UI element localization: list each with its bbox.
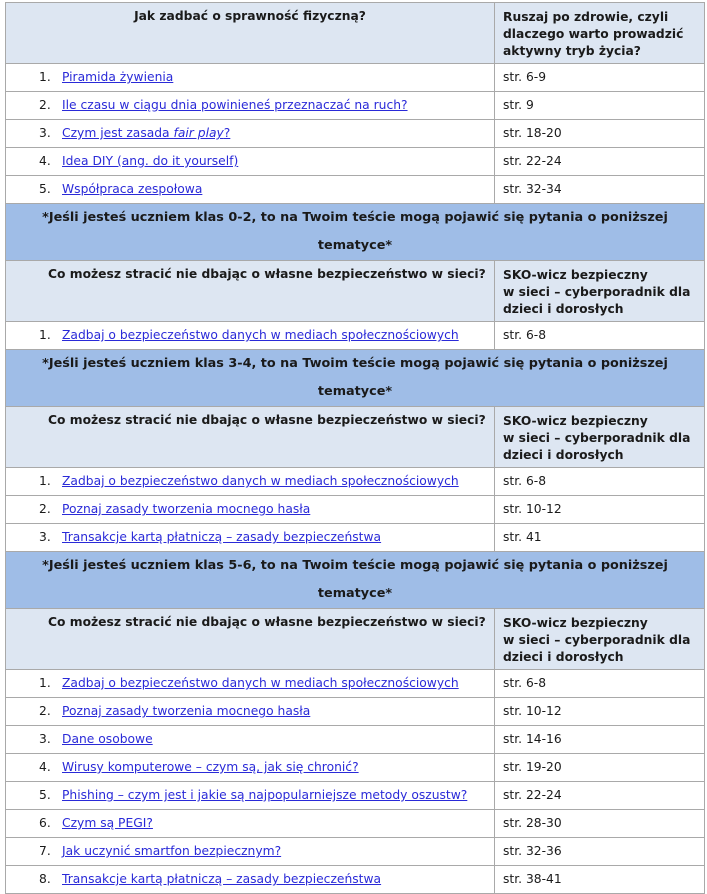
topic-link-italic-text: fair play: [173, 126, 224, 140]
item-number: 2.: [39, 704, 51, 718]
section3-question-heading: Co możesz stracić nie dbając o własne bezpieczeństwo w sieci?: [6, 407, 495, 468]
item-number: 2.: [39, 502, 51, 516]
item-number: 3.: [39, 732, 51, 746]
table-row: [6, 496, 705, 524]
item-number: 4.: [39, 760, 51, 774]
item-number: 3.: [39, 126, 51, 140]
source-line: w sieci – cyberporadnik dla: [503, 633, 691, 647]
topic-link[interactable]: [62, 154, 238, 168]
section1-header-row: [6, 3, 705, 64]
table-row: [6, 524, 705, 552]
topic-link[interactable]: Zadbaj o bezpieczeństwo danych w mediach społecznościowych: [62, 328, 459, 342]
table-row: [6, 782, 705, 810]
section4-source-heading: [495, 609, 705, 670]
page-range: str. 10-12: [495, 698, 705, 726]
source-line: dzieci i dorosłych: [503, 302, 624, 316]
grade-banner: *Jeśli jesteś uczniem klas 5-6, to na Twoim teście mogą pojawić się pytania o poniższej tematyce*: [6, 552, 705, 609]
item-number: 1.: [39, 70, 51, 84]
item-number: 4.: [39, 154, 51, 168]
page-range: str. 6-8: [495, 670, 705, 698]
section3-header-row: [6, 407, 705, 468]
section4-question-heading: Co możesz stracić nie dbając o własne bezpieczeństwo w sieci?: [6, 609, 495, 670]
section1-question-heading: Jak zadbać o sprawność fizyczną?: [6, 3, 495, 64]
topic-link-text: Ile czasu w ciągu dnia powinieneś przeznaczać na ruch?: [62, 98, 408, 112]
topic-link[interactable]: Czym są PEGI?: [62, 816, 153, 830]
item-number: 5.: [39, 182, 51, 196]
source-line: dzieci i dorosłych: [503, 650, 624, 664]
page-range: str. 22-24: [495, 148, 705, 176]
grade-banner: *Jeśli jesteś uczniem klas 3-4, to na Twoim teście mogą pojawić się pytania o poniższej tematyce*: [6, 350, 705, 407]
table-row: [6, 838, 705, 866]
topic-link[interactable]: Wirusy komputerowe – czym są, jak się chronić?: [62, 760, 359, 774]
page-range: str. 6-8: [495, 322, 705, 350]
source-line: Ruszaj po zdrowie, czyli: [503, 10, 669, 24]
item-number: 1.: [39, 474, 51, 488]
topic-link-text: Piramida żywienia: [62, 70, 174, 84]
topic-link[interactable]: [62, 182, 202, 196]
source-line: SKO-wicz bezpieczny: [503, 268, 648, 282]
topic-link[interactable]: Dane osobowe: [62, 732, 153, 746]
topic-link[interactable]: Zadbaj o bezpieczeństwo danych w mediach społecznościowych: [62, 676, 459, 690]
source-line: w sieci – cyberporadnik dla: [503, 431, 691, 445]
topic-link[interactable]: Transakcje kartą płatniczą – zasady bezpieczeństwa: [62, 530, 382, 544]
topics-table: [5, 2, 705, 894]
topic-link-text: Idea DIY (ang. do it yourself): [62, 154, 239, 168]
item-number: 3.: [39, 530, 51, 544]
item-number: 7.: [39, 844, 51, 858]
table-row: [6, 698, 705, 726]
table-row: [6, 866, 705, 894]
table-row: [6, 64, 705, 92]
table-row: [6, 670, 705, 698]
table-row: [6, 92, 705, 120]
page-range: str. 6-8: [495, 468, 705, 496]
section2-source-heading: [495, 261, 705, 322]
page-range: str. 32-34: [495, 176, 705, 204]
table-row: [6, 120, 705, 148]
topic-link[interactable]: Poznaj zasady tworzenia mocnego hasła: [62, 704, 311, 718]
section4-header-row: [6, 609, 705, 670]
source-line: SKO-wicz bezpieczny: [503, 414, 648, 428]
table-row: [6, 726, 705, 754]
topic-link-text: Współpraca zespołowa: [62, 182, 203, 196]
source-line: SKO-wicz bezpieczny: [503, 616, 648, 630]
section3-source-heading: [495, 407, 705, 468]
page-range: str. 38-41: [495, 866, 705, 894]
page-range: str. 6-9: [495, 64, 705, 92]
topic-link[interactable]: [62, 98, 408, 112]
table-row: [6, 322, 705, 350]
topic-link[interactable]: Phishing – czym jest i jakie są najpopularniejsze metody oszustw?: [62, 788, 468, 802]
item-number: 2.: [39, 98, 51, 112]
page-range: str. 22-24: [495, 782, 705, 810]
section1-source-heading: [495, 3, 705, 64]
page-range: str. 41: [495, 524, 705, 552]
page-range: str. 18-20: [495, 120, 705, 148]
source-line: dzieci i dorosłych: [503, 448, 624, 462]
grade-banner: *Jeśli jesteś uczniem klas 0-2, to na Twoim teście mogą pojawić się pytania o poniższej tematyce*: [6, 204, 705, 261]
table-row: [6, 176, 705, 204]
grade-banner-row: [6, 350, 705, 407]
table-row: [6, 468, 705, 496]
source-line: dlaczego warto prowadzić: [503, 27, 684, 41]
section2-question-heading: Co możesz stracić nie dbając o własne bezpieczeństwo w sieci?: [6, 261, 495, 322]
table-row: [6, 148, 705, 176]
page-range: str. 9: [495, 92, 705, 120]
topic-link-text: ?: [223, 126, 231, 140]
page-range: str. 28-30: [495, 810, 705, 838]
section2-header-row: [6, 261, 705, 322]
topic-link[interactable]: [62, 70, 173, 84]
source-line: aktywny tryb życia?: [503, 44, 641, 58]
topic-link[interactable]: Poznaj zasady tworzenia mocnego hasła: [62, 502, 311, 516]
grade-banner-row: [6, 204, 705, 261]
topic-link-text: Czym jest zasada: [62, 126, 174, 140]
table-row: [6, 754, 705, 782]
source-line: w sieci – cyberporadnik dla: [503, 285, 691, 299]
page-range: str. 32-36: [495, 838, 705, 866]
item-number: 5.: [39, 788, 51, 802]
item-number: 1.: [39, 676, 51, 690]
page-range: str. 19-20: [495, 754, 705, 782]
grade-banner-row: [6, 552, 705, 609]
page-range: str. 10-12: [495, 496, 705, 524]
topic-link[interactable]: Zadbaj o bezpieczeństwo danych w mediach społecznościowych: [62, 474, 459, 488]
topic-link[interactable]: [62, 126, 230, 140]
table-row: [6, 810, 705, 838]
item-number: 8.: [39, 872, 51, 886]
item-number: 1.: [39, 328, 51, 342]
topic-link[interactable]: Jak uczynić smartfon bezpiecznym?: [62, 844, 282, 858]
page-range: str. 14-16: [495, 726, 705, 754]
item-number: 6.: [39, 816, 51, 830]
topic-link[interactable]: Transakcje kartą płatniczą – zasady bezpieczeństwa: [62, 872, 382, 886]
